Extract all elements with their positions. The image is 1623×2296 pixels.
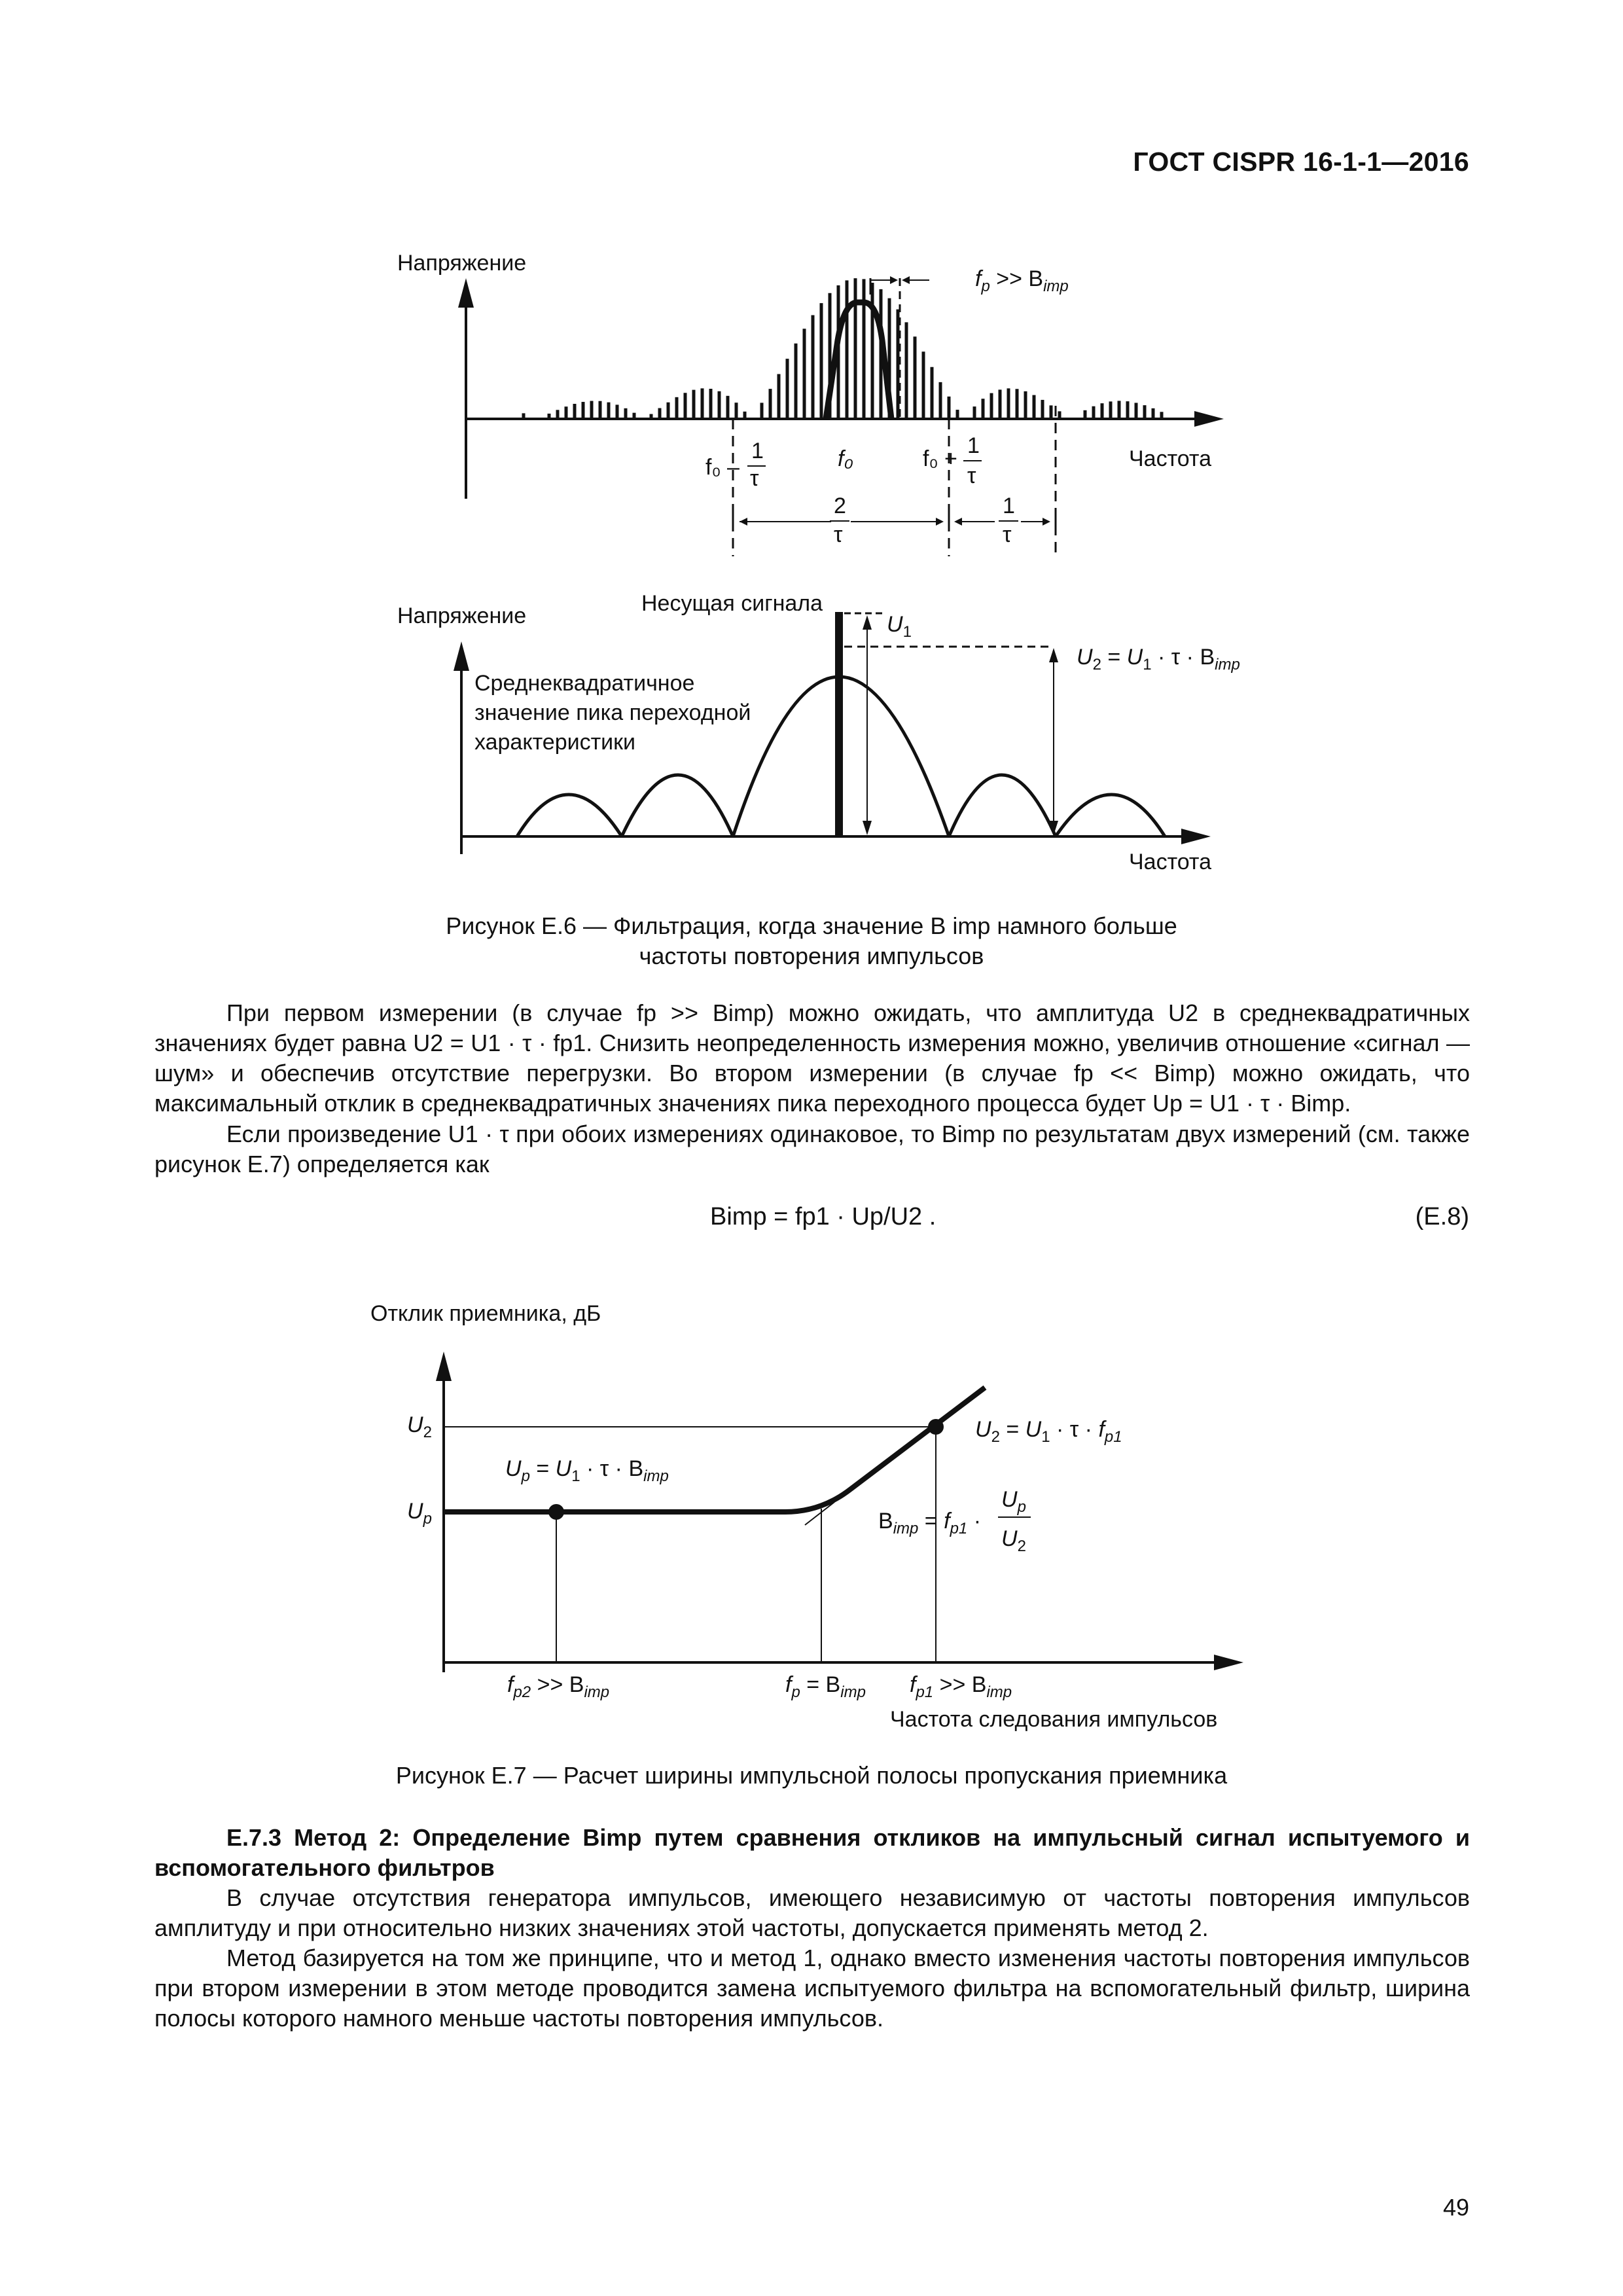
rms-label-1: Среднеквадратичное bbox=[474, 671, 695, 696]
document-header: ГОСТ CISPR 16-1-1—2016 bbox=[1133, 147, 1469, 177]
y-tick-u2: $U_2$ bbox=[407, 1412, 432, 1441]
y-axis-label: Отклик приемника, дБ bbox=[370, 1301, 601, 1326]
tick-f0-plus: f₀ + bbox=[923, 446, 957, 471]
section-paragraph-1: В случае отсутствия генератора импульсов, имеющего независимую от частоты повторения импульсов амплитуду и при относительно низких значениях этой частоты, допускается применять метод 2. bbox=[154, 1884, 1470, 1941]
caption-line-1: Рисунок Е.6 — Фильтрация, когда значение B imp намного больше bbox=[446, 912, 1177, 939]
svg-text:τ: τ bbox=[750, 466, 759, 491]
x-tick-fp2: $f_{p2} >> B_{imp}$ bbox=[507, 1672, 610, 1701]
svg-text:τ: τ bbox=[967, 463, 976, 488]
svg-text:Up: $U_p$ bbox=[1001, 1487, 1026, 1516]
svg-text:fp >> Bimp: $f_p >> B_{imp}$ bbox=[975, 266, 1069, 295]
svg-text:1: 1 bbox=[967, 433, 980, 458]
x-axis-label: Частота следования импульсов bbox=[890, 1707, 1218, 1732]
tick-f0-minus: f₀ – bbox=[705, 455, 740, 480]
svg-text:1: 1 bbox=[1003, 493, 1015, 518]
up-formula: $U_p = U_1 \cdot \tau \cdot B_{imp}$ bbox=[505, 1456, 669, 1485]
svg-text:τ: τ bbox=[1003, 522, 1012, 547]
rms-label-3: характеристики bbox=[474, 730, 636, 755]
carrier-label: Несущая сигнала bbox=[641, 591, 823, 616]
bimp-formula: $B_{imp} = f_{p1}$ · bbox=[878, 1509, 982, 1537]
x-tick-fp1: $f_{p1} >> B_{imp}$ bbox=[910, 1672, 1012, 1701]
tick-f0: f₀ bbox=[838, 446, 853, 471]
x-tick-fp: $f_p = B_{imp}$ bbox=[785, 1672, 866, 1701]
u2-formula: $U_2 = U_1 \cdot \tau \cdot f_{p1}$ bbox=[975, 1417, 1122, 1446]
rms-label-2: значение пика переходной bbox=[474, 700, 751, 725]
x-axis-label: Частота bbox=[1129, 446, 1212, 471]
page-number: 49 bbox=[1442, 2194, 1469, 2221]
u1-label: $U_1$ bbox=[887, 612, 912, 641]
svg-text:τ: τ bbox=[834, 522, 843, 547]
figure-e7-caption: Рисунок Е.7 — Расчет ширины импульсной полосы пропускания приемника bbox=[395, 1762, 1228, 1789]
svg-text:2: 2 bbox=[834, 493, 846, 518]
equation-e8: Bimp = fp1 · Up/U2 . bbox=[710, 1203, 936, 1230]
point-up bbox=[548, 1504, 564, 1520]
svg-text:1: 1 bbox=[751, 439, 764, 463]
equation-number: (Е.8) bbox=[1415, 1203, 1469, 1230]
section-heading: Е.7.3 Метод 2: Определение Bimp путем сравнения откликов на импульсный сигнал испытуемого и вспомогательного фильтров bbox=[154, 1824, 1470, 1881]
caption-line-2: частоты повторения импульсов bbox=[639, 942, 984, 969]
response-curve bbox=[444, 1388, 985, 1512]
x-axis-label: Частота bbox=[1129, 850, 1212, 874]
y-axis-label: Напряжение bbox=[397, 251, 527, 276]
point-u2 bbox=[928, 1419, 944, 1435]
section-paragraph-2: Метод базируется на том же принципе, что и метод 1, однако вместо изменения частоты повторения импульсов при втором измерении в этом методе проводится замена испытуемого фильтра на вспомогательный фильтр, ширина полосы которого намного меньше частоты повторения импульсов. bbox=[154, 1945, 1470, 2032]
u2-formula: $U_2 = U_1 \cdot \tau \cdot B_{imp}$ bbox=[1077, 645, 1240, 673]
y-tick-up: $U_p$ bbox=[407, 1499, 432, 1528]
y-axis-label: Напряжение bbox=[397, 603, 527, 628]
paragraph-1: При первом измерении (в случае fp >> Bimp) можно ожидать, что амплитуда U2 в среднеквадратичных значениях будет равна U2 = U1 · τ · fp1. Снизить неопределенность измерения можно, увеличив отношение «сигнал — шум» и обеспечив отсутствие перегрузки. Во втором измерении (в случае fp << Bimp) можно ожидать, что максимальный отклик в среднеквадратичных значениях пика переходного процесса будет Up = U1 · τ · Bimp. bbox=[154, 999, 1470, 1117]
svg-text:U2: $U_2$ bbox=[1001, 1526, 1026, 1555]
paragraph-2: Если произведение U1 · τ при обоих измерениях одинаковое, то Bimp по результатам двух измерений (см. также рисунок Е.7) определяется как bbox=[154, 1121, 1470, 1177]
section-e73 bbox=[154, 1823, 1470, 2034]
